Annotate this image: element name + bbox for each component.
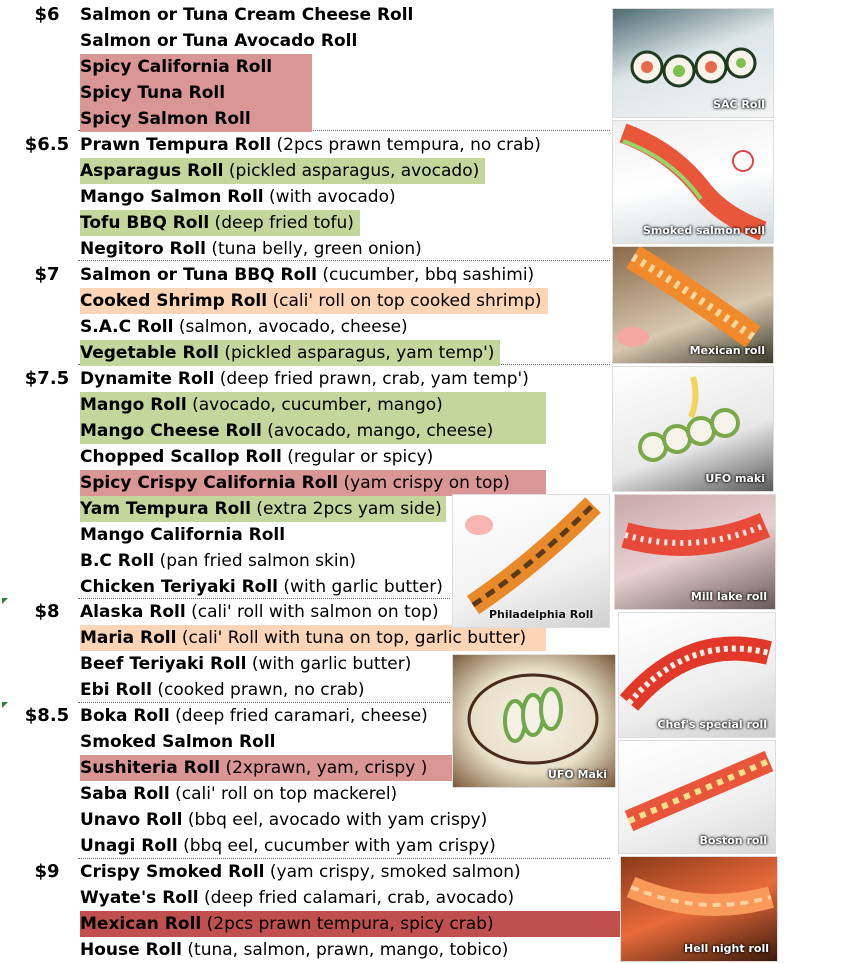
menu-item: S.A.C Roll (salmon, avocado, cheese) xyxy=(80,317,408,337)
menu-item: Boka Roll (deep fried caramari, cheese) xyxy=(80,706,428,726)
menu-item: Vegetable Roll (pickled asparagus, yam temp') xyxy=(80,340,500,366)
menu-item: Mango California Roll xyxy=(80,525,286,545)
menu-item: Dynamite Roll (deep fried prawn, crab, yam temp') xyxy=(80,369,529,389)
price-label: $7.5 xyxy=(24,368,70,389)
menu-item: Unavo Roll (bbq eel, avocado with yam crispy) xyxy=(80,810,488,830)
photo-caption: Smoked salmon roll xyxy=(642,224,765,237)
menu-item: Mango Roll (avocado, cucumber, mango) xyxy=(80,392,546,418)
menu-item: Crispy Smoked Roll (yam crispy, smoked salmon) xyxy=(80,862,521,882)
photo-caption: UFO Maki xyxy=(547,768,607,781)
photo-ufo-maki xyxy=(612,366,774,492)
menu-item: Beef Teriyaki Roll (with garlic butter) xyxy=(80,654,412,674)
photo-caption: Boston roll xyxy=(699,834,767,847)
menu-item: Ebi Roll (cooked prawn, no crab) xyxy=(80,680,365,700)
photo-mill-lake-roll xyxy=(614,494,776,610)
menu-item: Asparagus Roll (pickled asparagus, avocado) xyxy=(80,158,485,184)
photo-caption: Chef's special roll xyxy=(657,718,767,731)
menu-item: Yam Tempura Roll (extra 2pcs yam side) xyxy=(80,496,446,522)
menu-item: Alaska Roll (cali' roll with salmon on top) xyxy=(80,602,439,622)
photo-mexican-roll xyxy=(612,246,774,364)
menu-item: Maria Roll (cali' Roll with tuna on top, garlic butter) xyxy=(80,625,546,651)
menu-item: Salmon or Tuna Avocado Roll xyxy=(80,31,358,51)
menu-item: Spicy Tuna Roll xyxy=(80,80,312,106)
photo-caption: Philadelphia Roll xyxy=(489,608,594,621)
menu-item: Spicy California Roll xyxy=(80,54,312,80)
price-label: $7 xyxy=(34,264,60,285)
menu-item: Mexican Roll (2pcs prawn tempura, spicy crab) xyxy=(80,911,620,937)
photo-sac-roll xyxy=(612,8,774,118)
photo-boston-roll xyxy=(618,740,776,854)
menu-item: Saba Roll (cali' roll on top mackerel) xyxy=(80,784,398,804)
price-label: $8.5 xyxy=(24,705,70,726)
menu-item: Salmon or Tuna Cream Cheese Roll xyxy=(80,5,414,25)
menu-item: Chopped Scallop Roll (regular or spicy) xyxy=(80,447,434,467)
menu-item: Cooked Shrimp Roll (cali' roll on top cooked shrimp) xyxy=(80,288,548,314)
photo-caption: UFO maki xyxy=(705,472,765,485)
menu-item: Salmon or Tuna BBQ Roll (cucumber, bbq sashimi) xyxy=(80,265,535,285)
price-label: $6 xyxy=(34,4,60,25)
corner-mark xyxy=(2,702,8,708)
photo-philadelphia-roll xyxy=(452,494,610,628)
menu-item: Smoked Salmon Roll xyxy=(80,732,276,752)
photo-hell-night-roll xyxy=(620,856,778,962)
menu-item: Tofu BBQ Roll (deep fried tofu) xyxy=(80,210,360,236)
menu-item: Spicy Crispy California Roll (yam crispy on top) xyxy=(80,470,546,496)
menu-item: B.C Roll (pan fried salmon skin) xyxy=(80,551,356,571)
menu-item: Sushiteria Roll (2xprawn, yam, crispy ) xyxy=(80,755,454,781)
menu-item: Negitoro Roll (tuna belly, green onion) xyxy=(80,239,422,259)
photo-smoked-salmon-roll xyxy=(612,120,774,244)
photo-chefs-special-roll xyxy=(618,612,776,738)
menu-item: Spicy Salmon Roll xyxy=(80,106,312,132)
price-label: $6.5 xyxy=(24,134,70,155)
photo-caption: Hell night roll xyxy=(684,942,769,955)
photo-caption: SAC Roll xyxy=(713,98,765,111)
menu-item: Mango Cheese Roll (avocado, mango, cheese) xyxy=(80,418,546,444)
photo-ufo-maki-2 xyxy=(452,654,616,788)
menu-item: Unagi Roll (bbq eel, cucumber with yam crispy) xyxy=(80,836,496,856)
photo-caption: Mill lake roll xyxy=(690,590,767,603)
menu-item: Mango Salmon Roll (with avocado) xyxy=(80,187,396,207)
menu-item: Prawn Tempura Roll (2pcs prawn tempura, no crab) xyxy=(80,135,541,155)
photo-caption: Mexican roll xyxy=(689,344,765,357)
price-label: $9 xyxy=(34,861,60,882)
menu-item: Wyate's Roll (deep fried calamari, crab, avocado) xyxy=(80,888,515,908)
menu-item: Chicken Teriyaki Roll (with garlic butter) xyxy=(80,577,443,597)
corner-mark xyxy=(2,598,8,604)
price-label: $8 xyxy=(34,601,60,622)
menu-item: House Roll (tuna, salmon, prawn, mango, tobico) xyxy=(80,940,509,960)
